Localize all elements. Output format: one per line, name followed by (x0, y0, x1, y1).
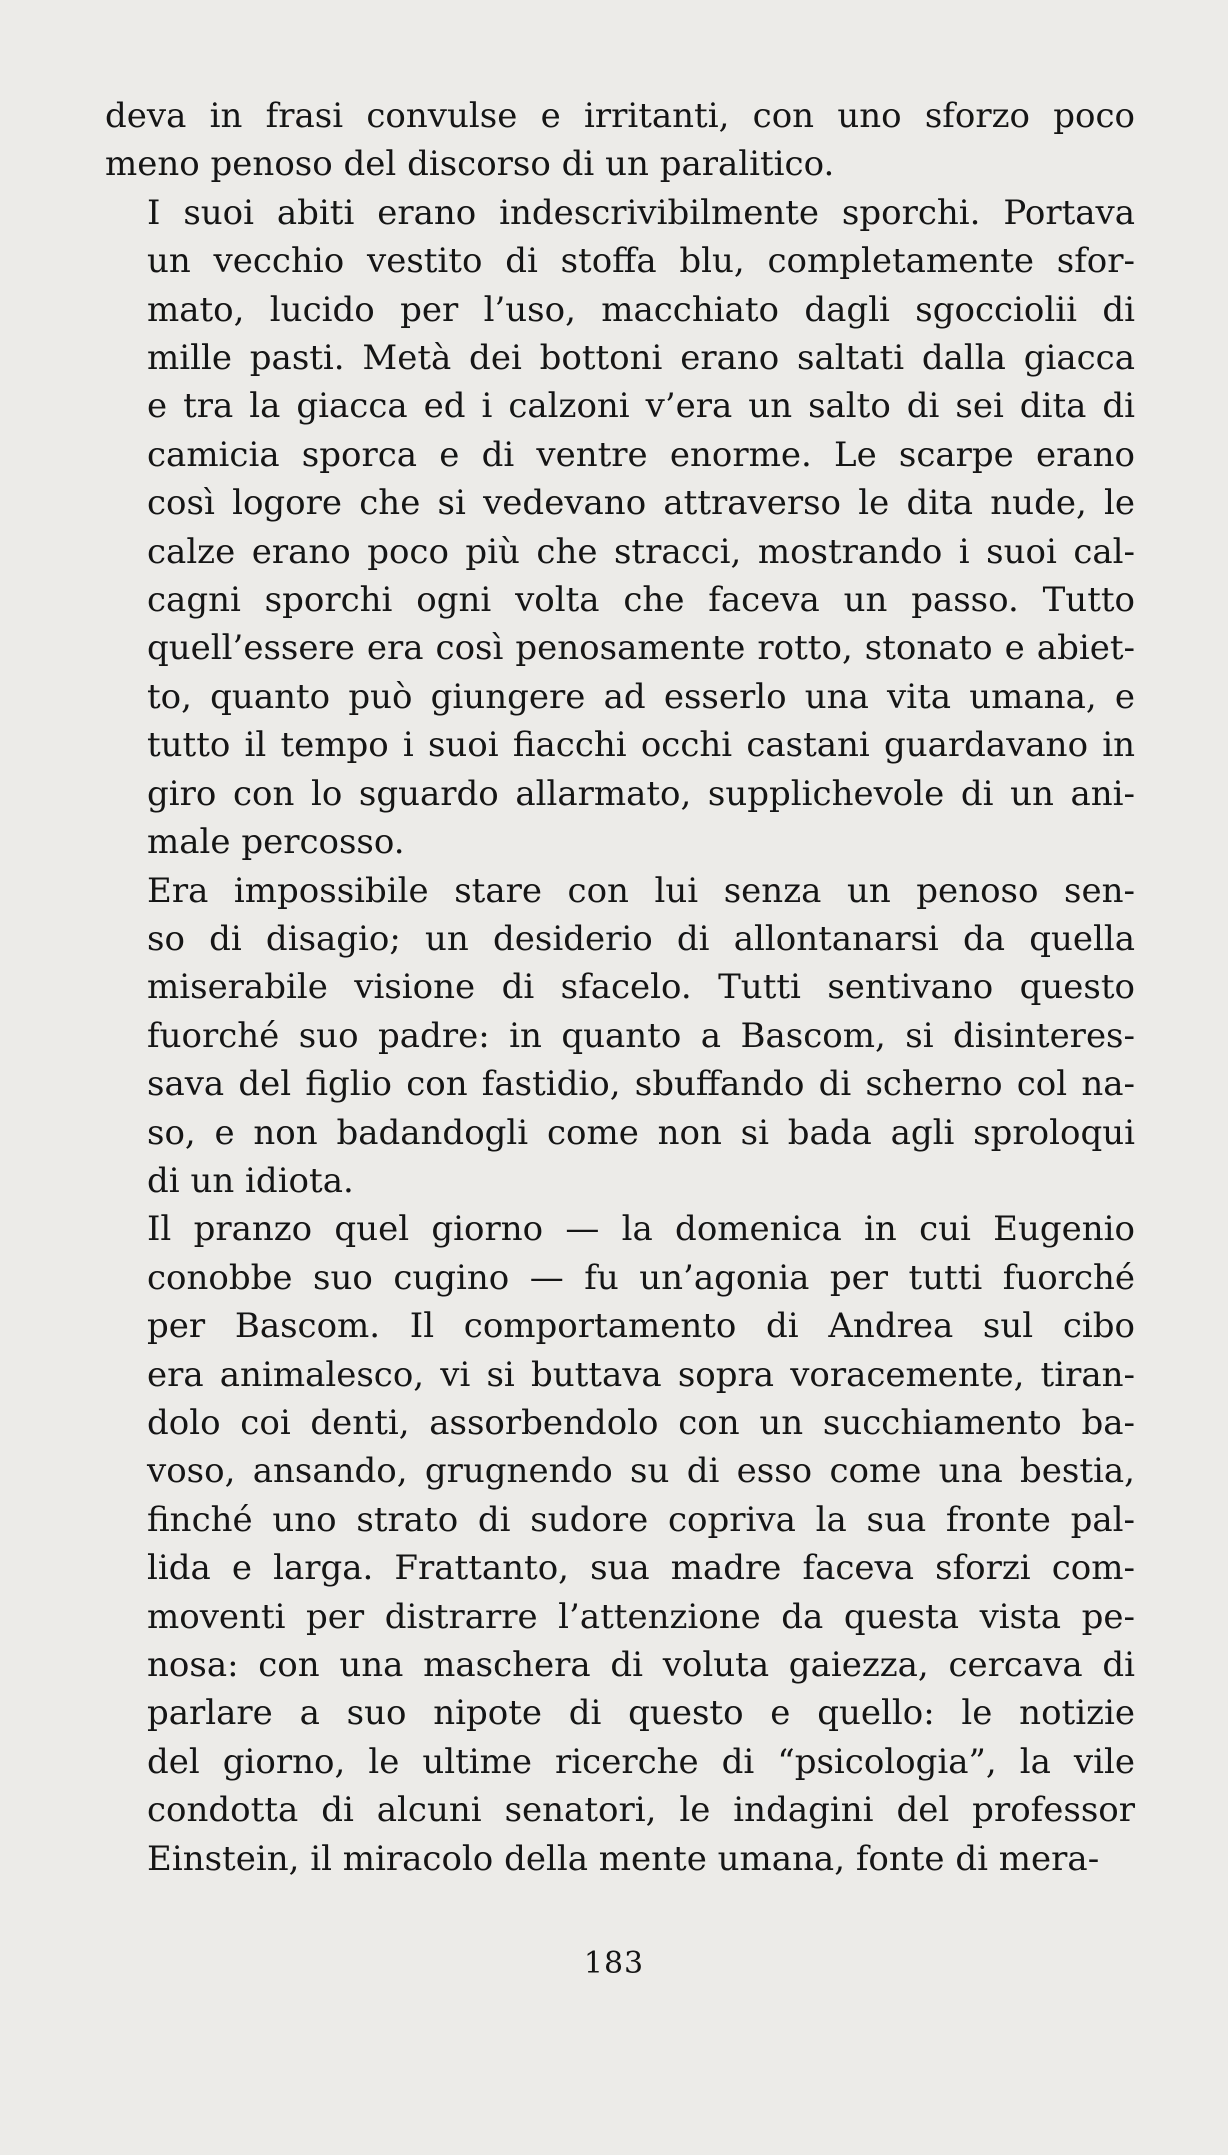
text-line: dolo coi denti, assorbendolo con un succhiamento ba- (147, 1402, 1135, 1443)
paragraph (105, 867, 1135, 1206)
text-line: un vecchio vestito di stoffa blu, completamente sfor- (147, 241, 1135, 282)
paragraph (105, 189, 1135, 867)
text-line: meno penoso del discorso di un paralitico. (105, 144, 835, 185)
text-line: conobbe suo cugino — fu un’agonia per tutti fuorché (147, 1257, 1135, 1298)
text-line: parlare a suo nipote di questo e quello: le notizie (147, 1693, 1135, 1734)
text-line: lida e larga. Frattanto, sua madre faceva sforzi com- (147, 1548, 1135, 1589)
text-line: giro con lo sguardo allarmato, supplichevole di un ani- (147, 773, 1135, 814)
text-line: del giorno, le ultime ricerche di “psicologia”, la vile (147, 1741, 1135, 1782)
text-line: era animalesco, vi si buttava sopra voracemente, tiran- (147, 1354, 1135, 1395)
text-line: così logore che si vedevano attraverso le dita nude, le (147, 483, 1135, 524)
text-line: camicia sporca e di ventre enorme. Le scarpe erano (147, 434, 1135, 475)
text-line: calze erano poco più che stracci, mostrando i suoi cal- (147, 531, 1135, 572)
text-line: nosa: con una maschera di voluta gaiezza, cercava di (147, 1645, 1135, 1685)
text-line: per Bascom. Il comportamento di Andrea sul cibo (147, 1306, 1135, 1347)
text-line: I suoi abiti erano indescrivibilmente sporchi. Portava (147, 192, 1135, 233)
body-text (105, 92, 1135, 1883)
text-line: voso, ansando, grugnendo su di esso come una bestia, (147, 1451, 1135, 1492)
page-number: 183 (583, 1946, 645, 1981)
text-line: di un idiota. (147, 1160, 354, 1201)
text-line: deva in frasi convulse e irritanti, con uno sforzo poco (105, 96, 1135, 136)
text-line: mille pasti. Metà dei bottoni erano saltati dalla giacca (147, 338, 1135, 379)
paragraph (105, 92, 1135, 189)
text-line: mato, lucido per l’uso, macchiato dagli sgocciolii di (147, 289, 1135, 330)
text-line: miserabile visione di sfacelo. Tutti sentivano questo (147, 967, 1135, 1008)
text-line: quell’essere era così penosamente rotto, stonato e abiet- (147, 628, 1135, 669)
paragraph (105, 1205, 1135, 1883)
text-line: to, quanto può giungere ad esserlo una vita umana, e (147, 676, 1135, 717)
text-line: tutto il tempo i suoi fiacchi occhi castani guardavano in (147, 725, 1135, 766)
text-line: Era impossibile stare con lui senza un penoso sen- (147, 870, 1135, 911)
text-line: so di disagio; un desiderio di allontanarsi da quella (147, 918, 1135, 959)
text-line: male percosso. (147, 822, 405, 863)
text-line: finché uno strato di sudore copriva la sua fronte pal- (147, 1499, 1135, 1540)
text-line: moventi per distrarre l’attenzione da questa vista pe- (147, 1596, 1135, 1637)
text-line: fuorché suo padre: in quanto a Bascom, si disinteres- (147, 1015, 1135, 1056)
text-line: sava del figlio con fastidio, sbuffando di scherno col na- (147, 1064, 1135, 1105)
text-line: Il pranzo quel giorno — la domenica in cui Eugenio (147, 1209, 1135, 1250)
text-line: e tra la giacca ed i calzoni v’era un salto di sei dita di (147, 386, 1135, 427)
text-line: so, e non badandogli come non si bada agli sproloqui (147, 1112, 1135, 1153)
text-line: condotta di alcuni senatori, le indagini del professor (147, 1790, 1135, 1831)
text-line: Einstein, il miracolo della mente umana, fonte di mera- (147, 1838, 1100, 1879)
text-line: cagni sporchi ogni volta che faceva un passo. Tutto (147, 580, 1135, 621)
